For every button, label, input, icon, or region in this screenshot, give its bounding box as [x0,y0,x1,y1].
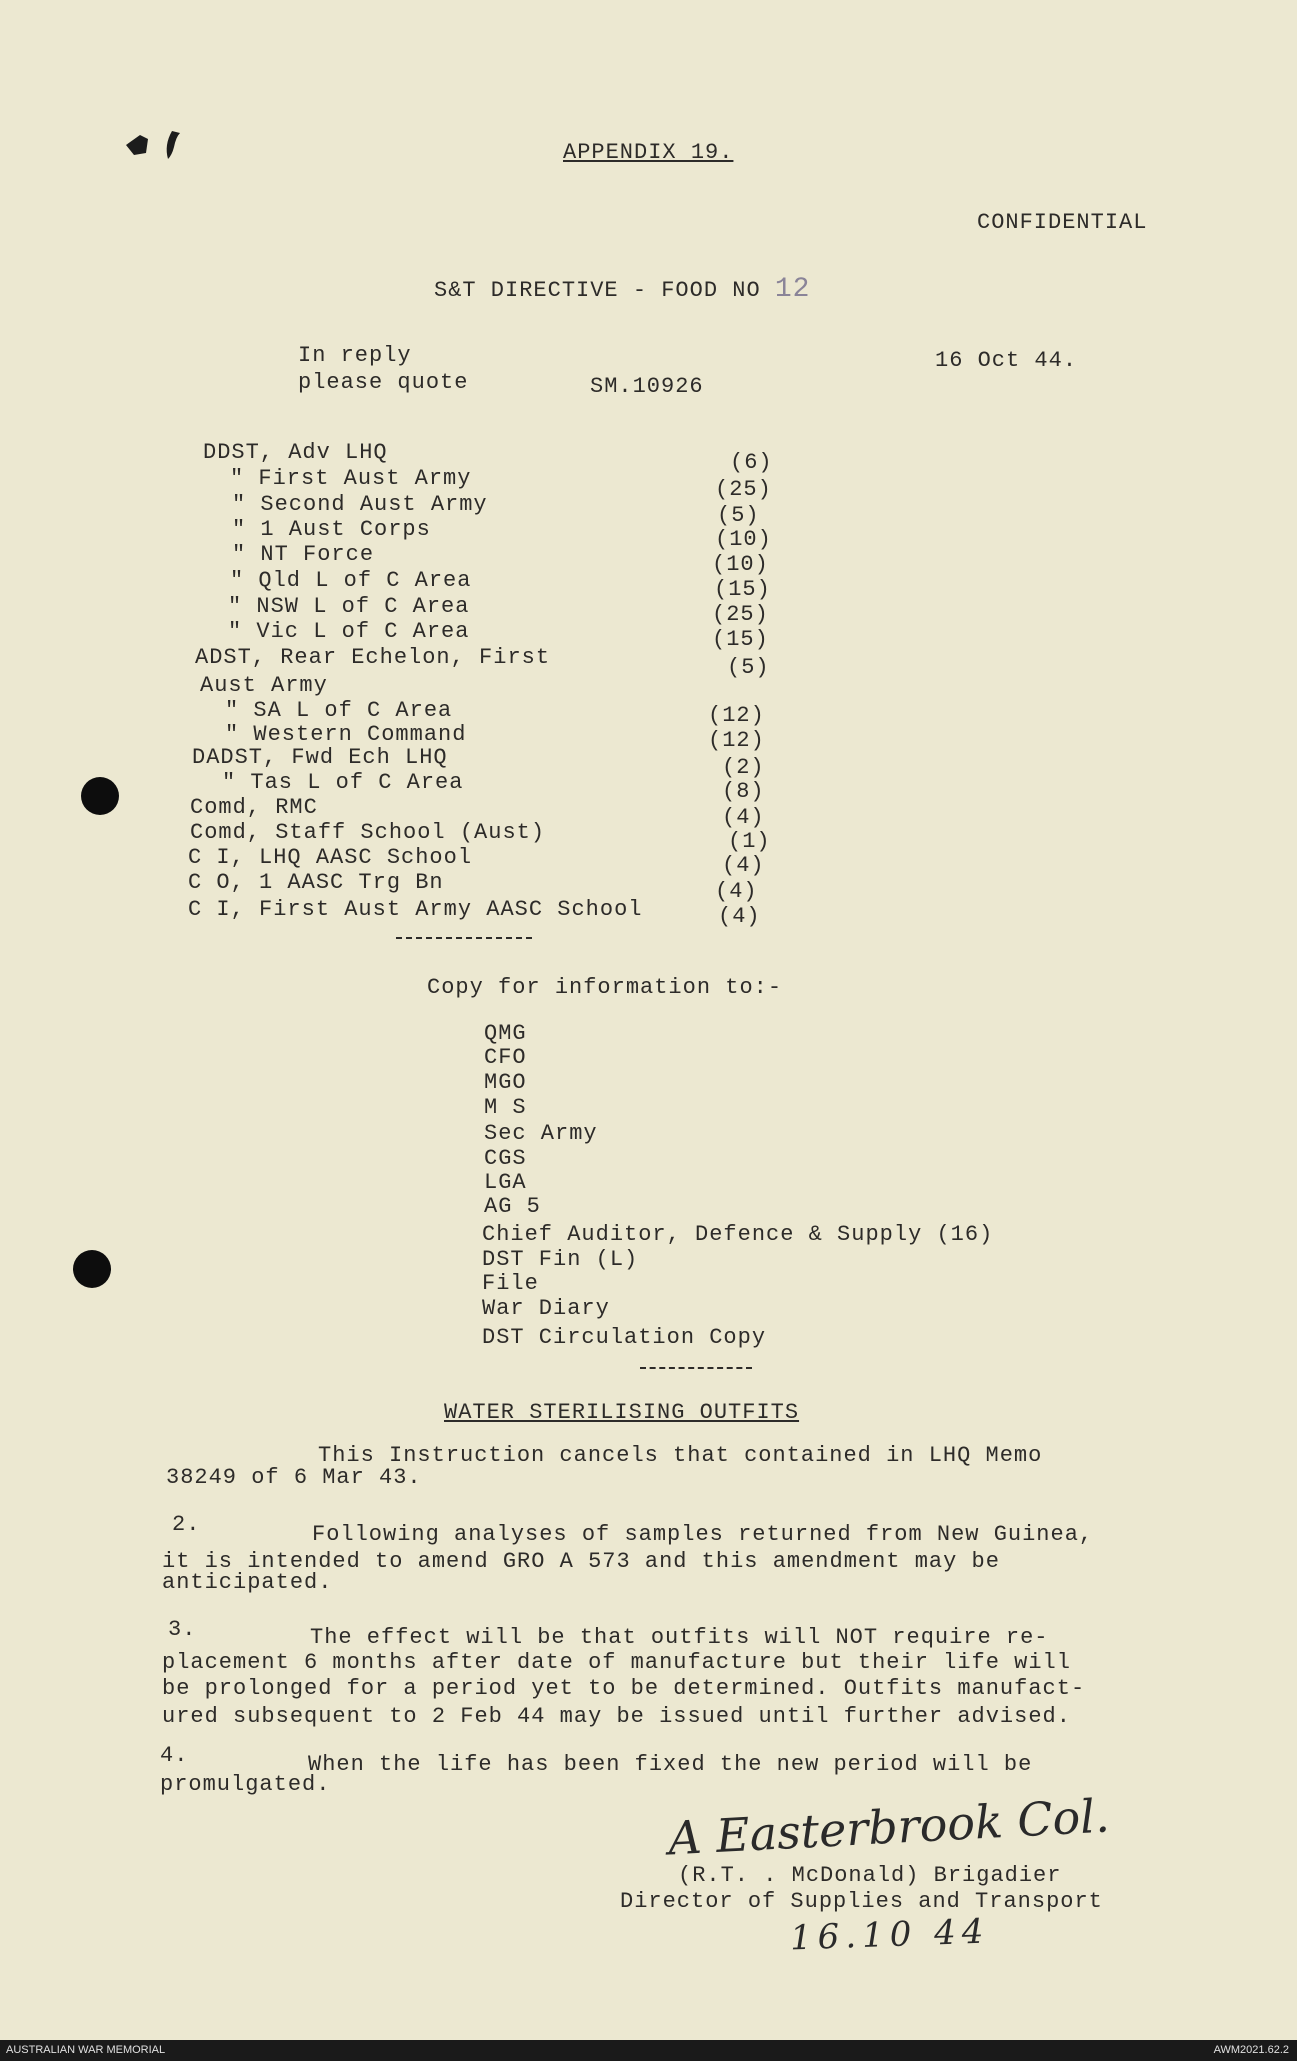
copy-list-item: CGS [484,1146,527,1171]
distribution-copies: (15) [712,627,769,652]
paragraph-1-line-1: This Instruction cancels that contained in LHQ Memo [318,1443,1043,1468]
distribution-addressee: C I, LHQ AASC School [188,845,473,870]
distribution-addressee: " 1 Aust Corps [232,517,431,542]
paragraph-4-line-1: When the life has been fixed the new period will be [308,1752,1033,1777]
signatory-title: Director of Supplies and Transport [620,1889,1103,1914]
footer-accession-number: AWM2021.62.2 [1213,2044,1289,2056]
copy-heading: Copy for information to:- [427,975,783,1000]
distribution-addressee: " NT Force [232,542,375,567]
distribution-copies: (25) [715,477,772,502]
distribution-addressee: " SA L of C Area [225,698,453,723]
reference-number: SM.10926 [590,374,704,399]
copy-list-item: CFO [484,1045,527,1070]
distribution-copies: (4) [722,805,765,830]
distribution-copies: (5) [717,503,760,528]
distribution-addressee: C I, First Aust Army AASC School [188,897,643,922]
distribution-addressee: " Vic L of C Area [228,619,470,644]
paragraph-3-line-1: The effect will be that outfits will NOT require re- [310,1625,1049,1650]
directive-number-stamp: 12 [774,274,811,305]
distribution-addressee: " Tas L of C Area [222,770,464,795]
distribution-copies: (10) [712,552,769,577]
copy-list-item: File [482,1271,539,1296]
copy-list-item: QMG [484,1021,527,1046]
reply-line-2: please quote [298,370,469,395]
distribution-addressee: " First Aust Army [230,466,472,491]
signatory-name: (R.T. . McDonald) Brigadier [678,1863,1062,1888]
paragraph-2-line-1: Following analyses of samples returned from New Guinea, [312,1522,1094,1547]
distribution-addressee: " Second Aust Army [232,492,488,517]
paragraph-2-number: 2. [172,1512,201,1537]
archive-footer [0,2040,1297,2061]
copy-list-item: Sec Army [484,1121,598,1146]
ink-blot-mark [120,125,200,165]
distribution-addressee: DDST, Adv LHQ [203,440,388,465]
distribution-addressee: DADST, Fwd Ech LHQ [192,745,448,770]
divider-line [396,937,532,939]
paragraph-4-number: 4. [160,1743,189,1768]
distribution-addressee: " NSW L of C Area [228,594,470,619]
paragraph-2-line-2: it is intended to amend GRO A 573 and this amendment may be [162,1549,1000,1574]
copy-list-item: DST Fin (L) [482,1247,639,1272]
copy-list-item: DST Circulation Copy [482,1325,767,1350]
appendix-heading: APPENDIX 19. [563,140,734,165]
distribution-addressee: " Qld L of C Area [230,568,472,593]
distribution-copies: (5) [727,655,770,680]
punch-hole-bottom [73,1250,111,1288]
copy-list-item: LGA [484,1170,527,1195]
distribution-copies: (1) [728,829,771,854]
distribution-copies: (2) [722,755,765,780]
distribution-copies: (25) [712,602,769,627]
directive-title-text: S&T DIRECTIVE - FOOD NO [434,278,761,303]
paragraph-3-line-2: placement 6 months after date of manufacture but their life will [162,1650,1071,1675]
handwritten-signature: A Easterbrook Col. [666,1788,1111,1866]
subject-heading: WATER STERILISING OUTFITS [444,1400,800,1425]
distribution-addressee: Aust Army [200,673,328,698]
reply-line-1: In reply [298,343,412,368]
paragraph-3-number: 3. [168,1617,197,1642]
copy-list-item: AG 5 [484,1194,541,1219]
directive-title [434,274,810,305]
divider-line [640,1367,752,1369]
paragraph-3-line-4: ured subsequent to 2 Feb 44 may be issued until further advised. [162,1704,1071,1729]
document-date: 16 Oct 44. [935,348,1078,373]
distribution-addressee: Comd, RMC [190,795,318,820]
paragraph-4-line-2: promulgated. [160,1772,331,1797]
copy-list-item: War Diary [482,1296,610,1321]
classification-label: CONFIDENTIAL [977,210,1148,235]
distribution-copies: (12) [708,728,765,753]
punch-hole-top [81,777,119,815]
distribution-addressee: ADST, Rear Echelon, First [195,645,551,670]
distribution-addressee: C O, 1 AASC Trg Bn [188,870,444,895]
distribution-copies: (10) [715,527,772,552]
paragraph-2-line-3: anticipated. [162,1570,333,1595]
distribution-addressee: " Western Command [225,722,467,747]
paragraph-3-line-3: be prolonged for a period yet to be determined. Outfits manufact- [162,1676,1086,1701]
distribution-copies: (15) [714,577,771,602]
copy-list-item: Chief Auditor, Defence & Supply (16) [482,1222,994,1247]
distribution-copies: (12) [708,703,765,728]
distribution-copies: (4) [715,879,758,904]
paragraph-1-line-2: 38249 of 6 Mar 43. [166,1465,422,1490]
copy-list-item: MGO [484,1070,527,1095]
copy-list-item: M S [484,1095,527,1120]
footer-institution: AUSTRALIAN WAR MEMORIAL [6,2044,166,2056]
distribution-copies: (8) [722,779,765,804]
distribution-copies: (4) [722,853,765,878]
handwritten-date: 16.10 44 [789,1911,991,1959]
distribution-copies: (6) [730,450,773,475]
distribution-addressee: Comd, Staff School (Aust) [190,820,546,845]
distribution-copies: (4) [718,904,761,929]
